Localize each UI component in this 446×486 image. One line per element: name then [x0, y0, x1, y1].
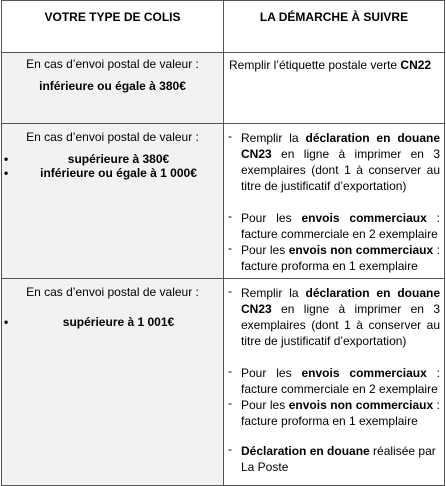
dash-icon: - [228, 241, 232, 255]
procedure-cell [224, 279, 445, 486]
dash-icon: - [228, 284, 232, 298]
parcel-type-cell [2, 124, 224, 279]
dash-icon: - [228, 129, 232, 143]
table-row [2, 53, 445, 124]
value-range: inférieure ou égale à 380€ [39, 79, 186, 93]
value-intro: En cas d’envoi postal de valeur : [26, 130, 199, 144]
value-intro: En cas d’envoi postal de valeur : [26, 285, 199, 299]
list-item: - Remplir la déclaration en douane CN23 en ligne à imprimer en 3 exemplaires (dont 1 à conserver au titre de justificatif d’exportation) [228, 129, 440, 193]
dash-icon: - [228, 364, 232, 378]
list-item: - Pour les envois non commerciaux : facture proforma en 1 exemplaire [228, 396, 441, 428]
list-item: - Pour les envois non commerciaux : facture proforma en 1 exemplaire [228, 241, 441, 273]
parcel-type-cell [2, 53, 224, 124]
dash-icon: - [228, 442, 232, 456]
bullet-icon: • [4, 152, 9, 166]
procedure-cell [224, 124, 445, 279]
dash-icon: - [228, 396, 232, 410]
list-item: - Pour les envois commerciaux : facture commerciale en 2 exemplaire [228, 364, 440, 396]
parcel-type-cell [2, 279, 224, 486]
procedure-cell [224, 53, 445, 124]
value-bullet-list [2, 152, 223, 180]
dash-icon: - [228, 209, 232, 223]
value-bullet-list [2, 315, 223, 329]
list-item: • inférieure ou égale à 1 000€ [4, 166, 197, 180]
header-row [2, 1, 445, 53]
value-intro: En cas d’envoi postal de valeur : [26, 57, 199, 71]
header-parcel-type: VOTRE TYPE DE COLIS [2, 1, 224, 53]
list-item: - Pour les envois commerciaux : facture commerciale en 2 exemplaire [228, 209, 440, 241]
cn22-label: CN22 [400, 58, 432, 72]
list-item: - Déclaration en douane réalisée par La Poste [228, 442, 436, 474]
list-item: • supérieure à 1 001€ [4, 315, 175, 329]
procedure-text: Remplir l’étiquette postale verte CN22 [229, 58, 432, 72]
table-row [2, 279, 445, 486]
bullet-icon: • [4, 315, 9, 329]
shipping-procedure-table [1, 0, 445, 486]
list-item: - Remplir la déclaration en douane CN23 en ligne à imprimer en 3 exemplaires (dont 1 à conserver au titre de justificatif d’exportation) [228, 284, 440, 348]
table-row [2, 124, 445, 279]
header-procedure: LA DÉMARCHE À SUIVRE [224, 1, 445, 53]
list-item: • supérieure à 380€ [4, 152, 170, 166]
bullet-icon: • [4, 166, 9, 180]
